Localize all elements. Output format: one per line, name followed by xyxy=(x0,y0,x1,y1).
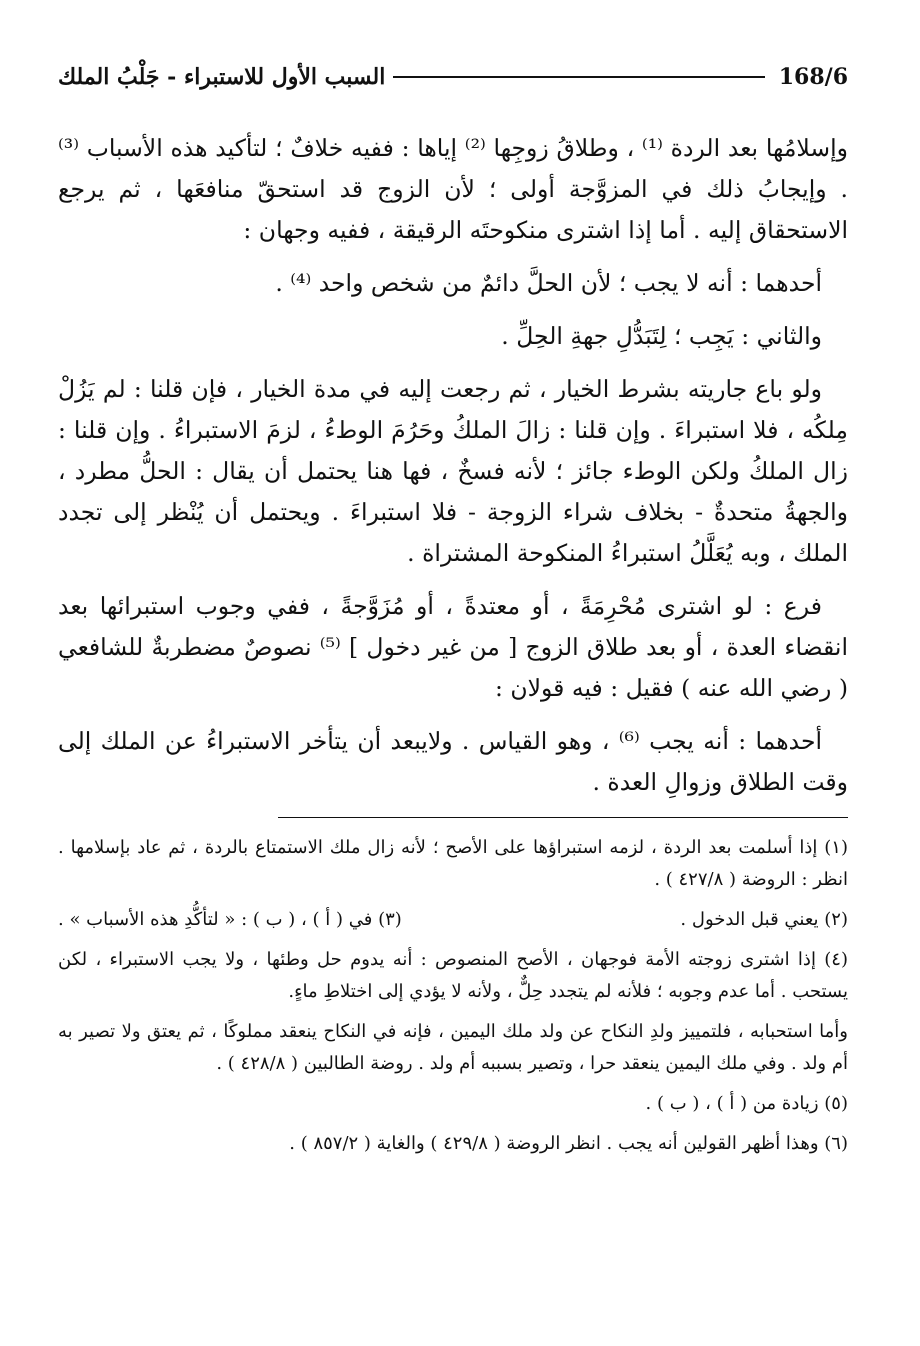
book-page xyxy=(58,60,848,1168)
page-number: 168/6 xyxy=(778,64,848,90)
running-header xyxy=(58,60,848,94)
footnote-4: (٤) إذا اشترى زوجته الأمة فوجهان ، الأصح المنصوص : أنه يدوم حل وطئها ، ولا يجب الاستبراء ، لكن يستحب . أما عدم وجوبه ؛ فلأنه لم يتجدد حِلٌّ ، ولأنه لا يؤدي إلى اختلاطِ ماءٍ. xyxy=(58,949,848,1002)
footnote-1: (١) إذا أسلمت بعد الردة ، لزمه استبراؤها على الأصح ؛ لأنه زال ملك الاستمتاع بالردة ، ثم عاد بإسلامها . انظر : الروضة ( ٤٢٧/٨ ) . xyxy=(58,837,848,890)
footnote-row-2-3 xyxy=(58,904,848,936)
paragraph-2: أحدهما : أنه لا يجب ؛ لأن الحلَّ دائمٌ من شخص واحد ⁽⁴⁾ . xyxy=(275,269,822,297)
main-text xyxy=(58,128,848,803)
paragraph-4: ولو باع جاريته بشرط الخيار ، ثم رجعت إليه في مدة الخيار ، فإن قلنا : لم يَزُلْ مِلكُه ، فلا استبراءَ . وإن قلنا : زالَ الملكُ وحَرُمَ الوطءُ ، لزمَ الاستبراءُ . وإن قلنا : زال الملكُ ولكن الوطء جائز ؛ لأنه فسخٌ ، فها هنا يحتمل أن يقال : الحلُّ مطرد ، والجهةُ متحدةٌ - بخلاف شراء الزوجة - فلا استبراءَ . ويحتمل أن يُنْظر إلى تجدد الملك ، وبه يُعَلَّلُ استبراءُ المنكوحة المشتراة . xyxy=(58,375,848,567)
paragraph-3: والثاني : يَجِب ؛ لِتَبَدُّلِ جهةِ الحِلِّ . xyxy=(501,322,822,350)
paragraph-1: وإسلامُها بعد الردة ⁽¹⁾ ، وطلاقُ زوجِها ⁽²⁾ إياها : ففيه خلافٌ ؛ لتأكيد هذه الأسباب ⁽³⁾ . وإيجابُ ذلك في المزوَّجة أولى ؛ لأن الزوج قد استحقّ منافعَها ، ثم يرجع الاستحقاق إليه . أما إذا اشترى منكوحتَه الرقيقة ، ففيه وجهان : xyxy=(58,134,849,244)
footnotes xyxy=(58,832,848,1160)
footnote-3: (٣) في ( أ ) ، ( ب ) : « لتأكُّدِ هذه الأسباب » . xyxy=(58,909,402,930)
footnote-5: (٥) زيادة من ( أ ) ، ( ب ) . xyxy=(645,1093,848,1114)
footnote-separator xyxy=(278,817,848,818)
footnote-6: (٦) وهذا أظهر القولين أنه يجب . انظر الروضة ( ٤٢٩/٨ ) والغاية ( ٨٥٧/٢ ) . xyxy=(289,1133,848,1154)
footnote-4-continued: وأما استحبابه ، فلتمييز ولدِ النكاح عن ولد ملك اليمين ، فإنه في النكاح ينعقد مملوكًا ، ثم يعتق ولا تصير به أم ولد . وفي ملك اليمين ينعقد حرا ، وتصير بسببه أم ولد . روضة الطالبين ( ٤٢٨/٨ ) . xyxy=(58,1021,848,1074)
header-rule xyxy=(393,76,764,78)
running-title: السبب الأول للاستبراء - جَلْبُ الملك xyxy=(58,64,386,90)
paragraph-5: فرع : لو اشترى مُحْرِمَةً ، أو معتدةً ، أو مُزَوَّجةً ، ففي وجوب استبرائها بعد انقضاء العدة ، أو بعد طلاق الزوج [ من غير دخول ] ⁽⁵⁾ نصوصٌ مضطربةٌ للشافعي ( رضي الله عنه ) فقيل : فيه قولان : xyxy=(58,592,848,702)
footnote-2: (٢) يعني قبل الدخول . xyxy=(680,909,848,930)
paragraph-6: أحدهما : أنه يجب ⁽⁶⁾ ، وهو القياس . ولايبعد أن يتأخر الاستبراءُ عن الملك إلى وقت الطلاق وزوالِ العدة . xyxy=(58,727,848,796)
